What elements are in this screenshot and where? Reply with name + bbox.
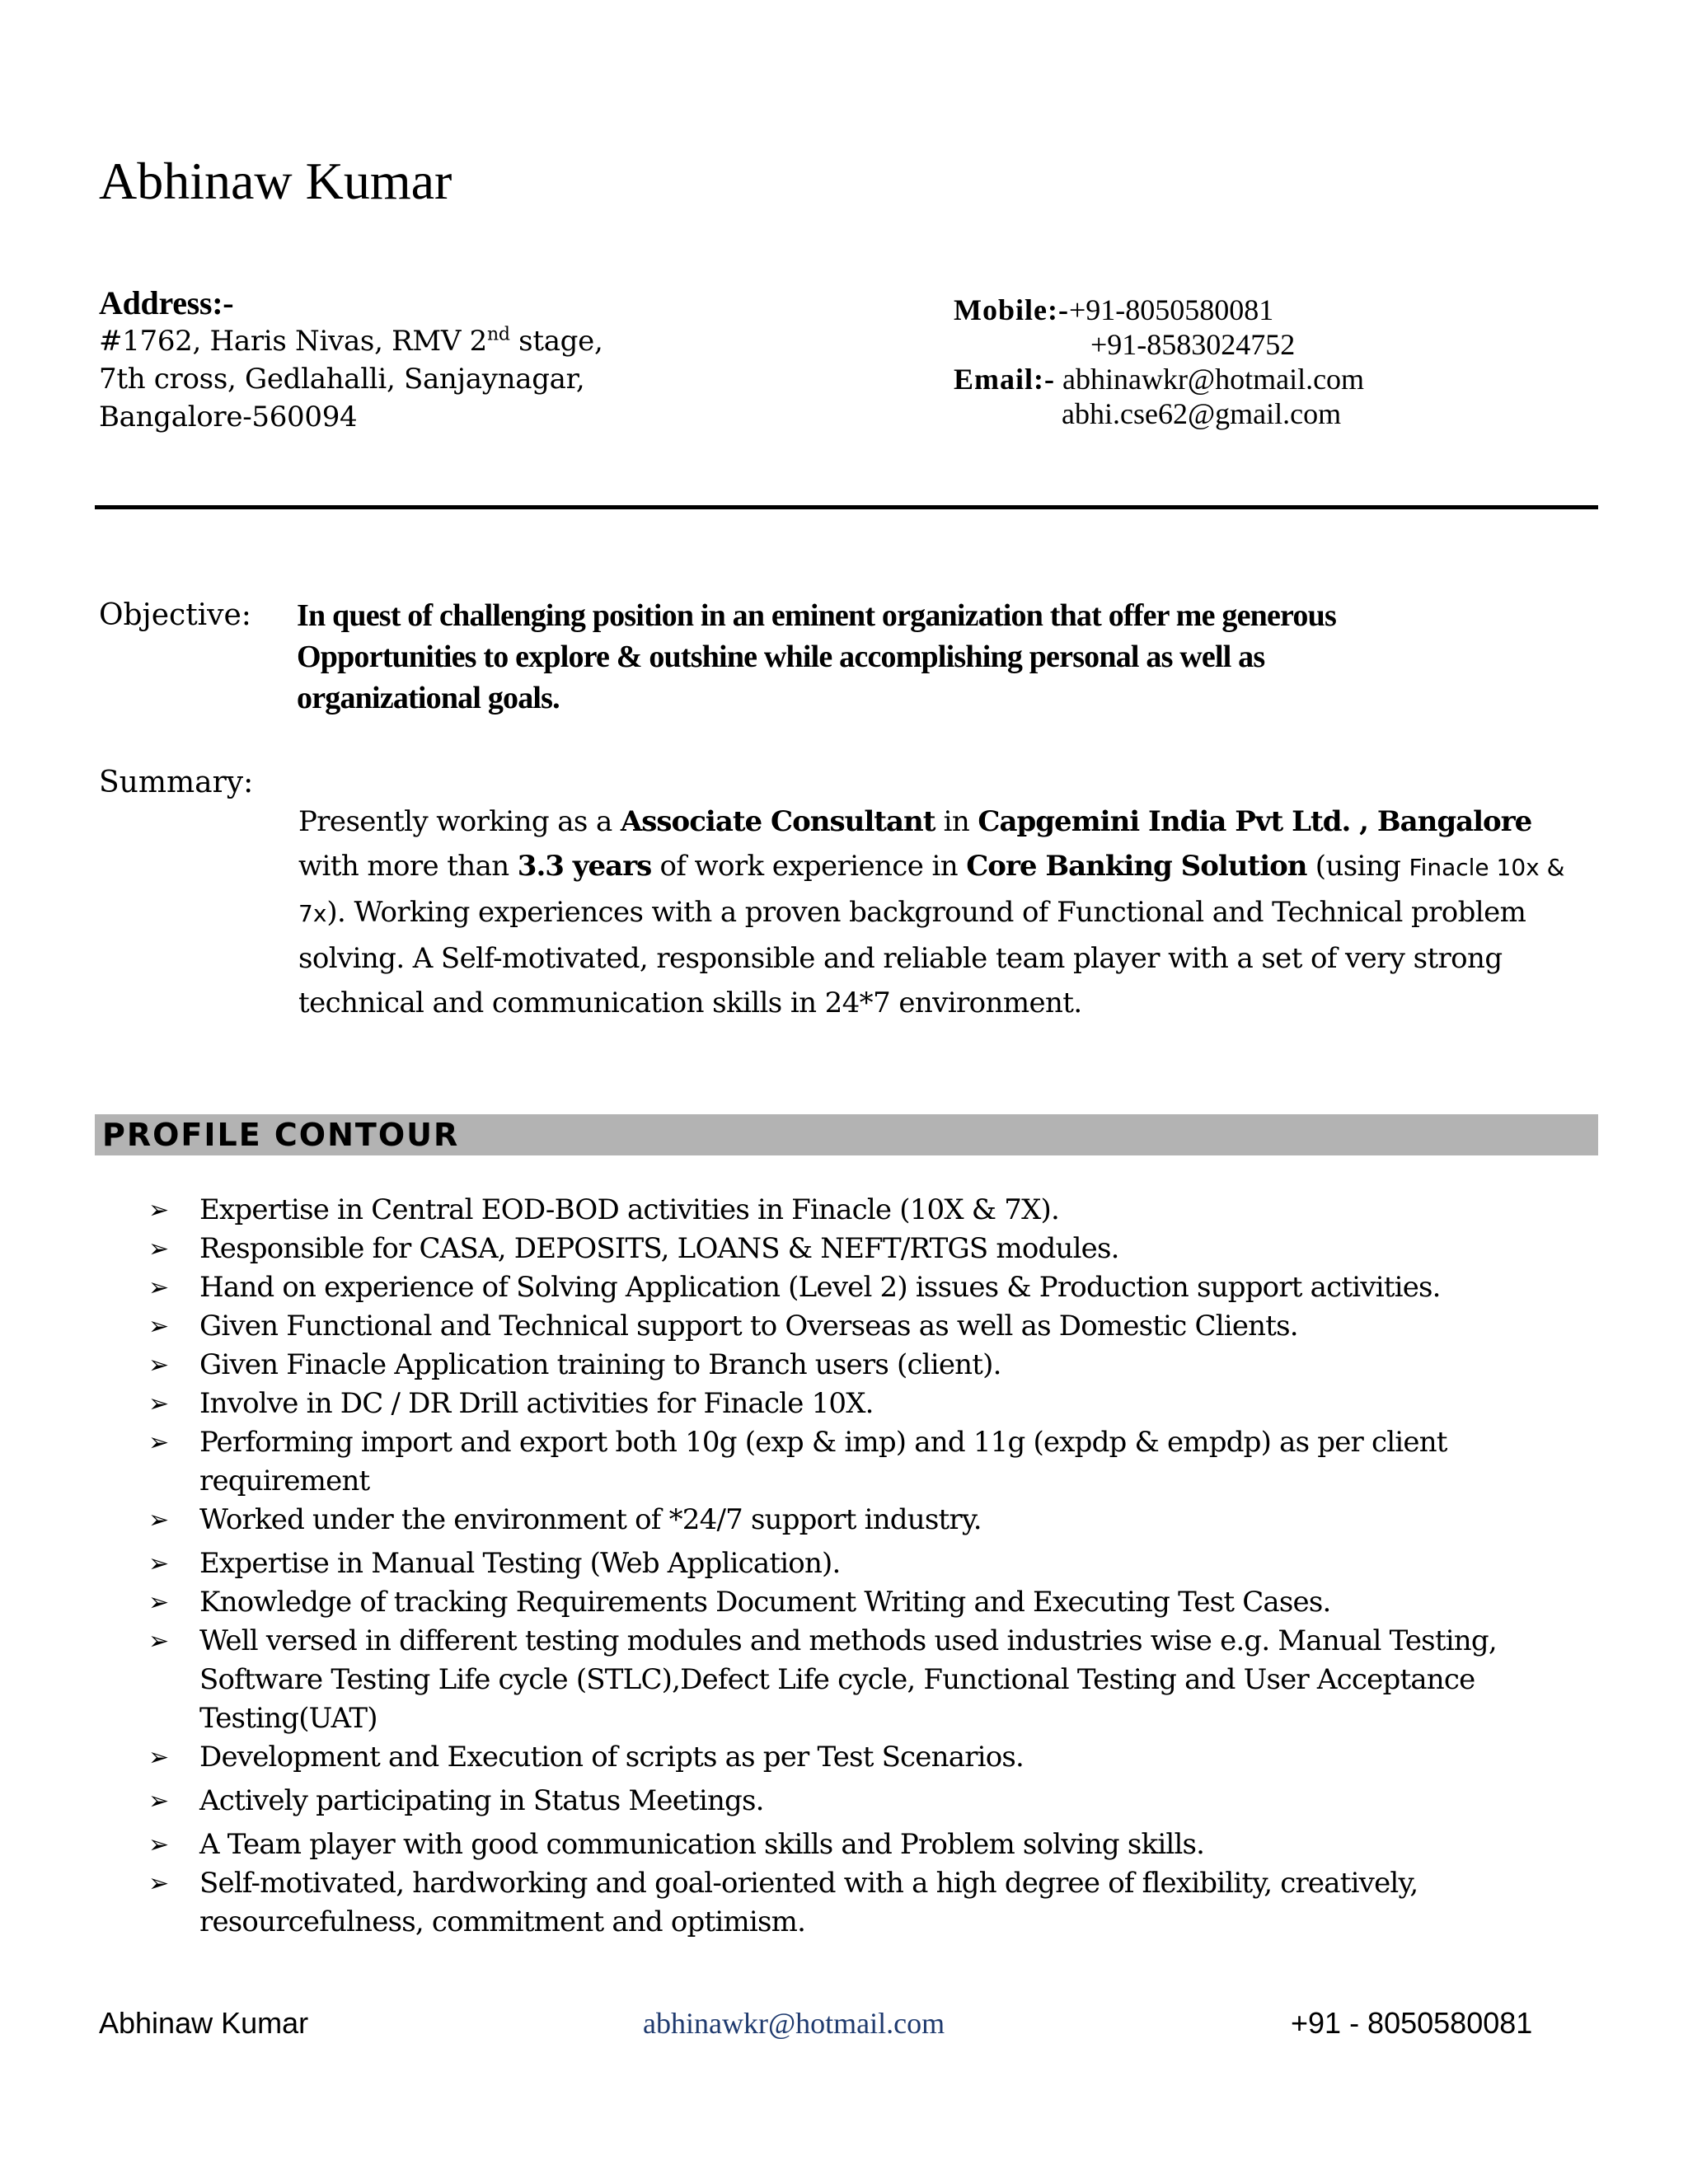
profile-bullet-list	[148, 1191, 1599, 1942]
mobile-label: Mobile:-	[954, 293, 1069, 326]
mobile-1: +91-8050580081	[1068, 293, 1274, 326]
profile-bullet-item	[148, 1864, 1599, 1942]
objective-text	[297, 595, 1582, 719]
profile-bullet-text: Self-motivated, hardworking and goal-oriented with a high degree of flexibility, creatively, resourcefulness, commitment and optimism.	[199, 1867, 1418, 1938]
profile-bullet-item	[148, 1544, 1599, 1583]
address-line-2: 7th cross, Gedlahalli, Sanjaynagar,	[99, 363, 585, 396]
arrow-bullet-icon: ➢	[148, 1549, 169, 1578]
summary-product: Finacle 10x & 7x	[298, 854, 1565, 927]
arrow-bullet-icon: ➢	[148, 1588, 169, 1617]
profile-bullet-item	[148, 1385, 1599, 1423]
mobile-row	[954, 293, 1364, 327]
address-line-1	[99, 322, 603, 360]
address-line-1-end: stage,	[509, 325, 603, 358]
profile-bullet-text: Given Finacle Application training to Branch users (client).	[199, 1348, 1001, 1381]
footer-email[interactable]: abhinawkr@hotmail.com	[643, 2007, 945, 2040]
profile-bullet-item	[148, 1346, 1599, 1385]
arrow-bullet-icon: ➢	[148, 1312, 169, 1341]
objective-label: Objective:	[99, 598, 251, 632]
objective-line-2: Opportunities to explore & outshine while accomplishing personal as well as	[297, 640, 1265, 674]
profile-bullet-item	[148, 1782, 1599, 1821]
profile-bullet-text: Responsible for CASA, DEPOSITS, LOANS & NEFT/RTGS modules.	[199, 1232, 1119, 1265]
profile-bullet-text: Performing import and export both 10g (exp & imp) and 11g (expdp & empdp) as per client requirement	[199, 1426, 1447, 1497]
address-line-1-text: #1762, Haris Nivas, RMV 2	[99, 325, 488, 358]
profile-bullet-text: Given Functional and Technical support to Overseas as well as Domestic Clients.	[199, 1310, 1298, 1343]
email-1[interactable]: abhinawkr@hotmail.com	[1062, 363, 1365, 396]
profile-bullet-item	[148, 1501, 1599, 1540]
contact-block	[954, 293, 1364, 431]
profile-bullet-item	[148, 1230, 1599, 1268]
profile-bullet-text: A Team player with good communication skills and Problem solving skills.	[199, 1828, 1205, 1861]
arrow-bullet-icon: ➢	[148, 1830, 169, 1859]
summary-years: 3.3 years	[517, 850, 652, 883]
summary-role: Associate Consultant	[620, 805, 935, 838]
summary-t2: in	[935, 805, 978, 838]
header-divider	[95, 505, 1598, 509]
arrow-bullet-icon: ➢	[148, 1627, 169, 1656]
arrow-bullet-icon: ➢	[148, 1506, 169, 1535]
mobile-2: +91-8583024752	[1090, 328, 1296, 361]
email-2[interactable]: abhi.cse62@gmail.com	[1062, 397, 1342, 430]
arrow-bullet-icon: ➢	[148, 1196, 169, 1225]
summary-text	[298, 799, 1584, 1025]
arrow-bullet-icon: ➢	[148, 1743, 169, 1772]
summary-domain: Core Banking Solution	[966, 850, 1307, 883]
profile-bullet-text: Well versed in different testing modules and methods used industries wise e.g. Manual Testing, Software Testing Life cycle (STLC),Defect Life cycle, Functional Testing and User Acceptance Testing(UAT)	[199, 1624, 1497, 1735]
arrow-bullet-icon: ➢	[148, 1273, 169, 1302]
mobile-row-2	[954, 327, 1364, 362]
candidate-name: Abhinaw Kumar	[99, 152, 452, 210]
footer-name: Abhinaw Kumar	[99, 2006, 309, 2040]
arrow-bullet-icon: ➢	[148, 1390, 169, 1418]
profile-bullet-item	[148, 1423, 1599, 1501]
profile-heading: PROFILE CONTOUR	[102, 1117, 460, 1153]
footer-phone: +91 - 8050580081	[1291, 2006, 1533, 2040]
arrow-bullet-icon: ➢	[148, 1235, 169, 1263]
profile-bullet-item	[148, 1825, 1599, 1864]
summary-company: Capgemini India Pvt Ltd. , Bangalore	[978, 805, 1532, 838]
summary-t1: Presently working as a	[298, 805, 621, 838]
profile-bullet-item	[148, 1268, 1599, 1307]
profile-bullet-item	[148, 1583, 1599, 1622]
arrow-bullet-icon: ➢	[148, 1787, 169, 1816]
profile-bullet-text: Expertise in Central EOD-BOD activities in Finacle (10X & 7X).	[199, 1193, 1059, 1226]
email-label: Email:-	[954, 363, 1055, 396]
profile-bullet-item	[148, 1738, 1599, 1777]
profile-bullet-item	[148, 1622, 1599, 1738]
objective-line-3: organizational goals.	[297, 681, 560, 715]
summary-t6: ). Working experiences with a proven background of Functional and Technical problem solving. A Self-motivated, responsible and reliable team player with a set of very strong technical and communication skills in 24*7 environment.	[298, 896, 1526, 1019]
arrow-bullet-icon: ➢	[148, 1428, 169, 1457]
address-line-1-sup: nd	[487, 324, 510, 345]
address-block	[99, 284, 603, 436]
summary-t5: (using	[1306, 850, 1409, 883]
profile-bullet-text: Development and Execution of scripts as per Test Scenarios.	[199, 1741, 1025, 1774]
email-row	[954, 362, 1364, 396]
profile-bullet-text: Actively participating in Status Meetings.	[199, 1784, 764, 1817]
profile-bullet-item	[148, 1191, 1599, 1230]
profile-bullet-text: Hand on experience of Solving Application (Level 2) issues & Production support activities.	[199, 1271, 1441, 1304]
profile-bullet-text: Worked under the environment of *24/7 support industry.	[199, 1503, 982, 1536]
address-line-3: Bangalore-560094	[99, 401, 358, 434]
objective-line-1: In quest of challenging position in an eminent organization that offer me generous	[297, 598, 1336, 633]
address-label: Address:-	[99, 284, 234, 321]
arrow-bullet-icon: ➢	[148, 1351, 169, 1380]
summary-label: Summary:	[99, 766, 254, 799]
profile-bullet-text: Expertise in Manual Testing (Web Application).	[199, 1547, 841, 1580]
profile-bullet-text: Knowledge of tracking Requirements Document Writing and Executing Test Cases.	[199, 1586, 1331, 1619]
summary-t3: with more than	[298, 850, 518, 883]
summary-t4: of work experience in	[651, 850, 967, 883]
profile-bullet-text: Involve in DC / DR Drill activities for Finacle 10X.	[199, 1387, 874, 1420]
profile-bullet-item	[148, 1307, 1599, 1346]
arrow-bullet-icon: ➢	[148, 1869, 169, 1898]
email-row-2	[954, 396, 1364, 431]
